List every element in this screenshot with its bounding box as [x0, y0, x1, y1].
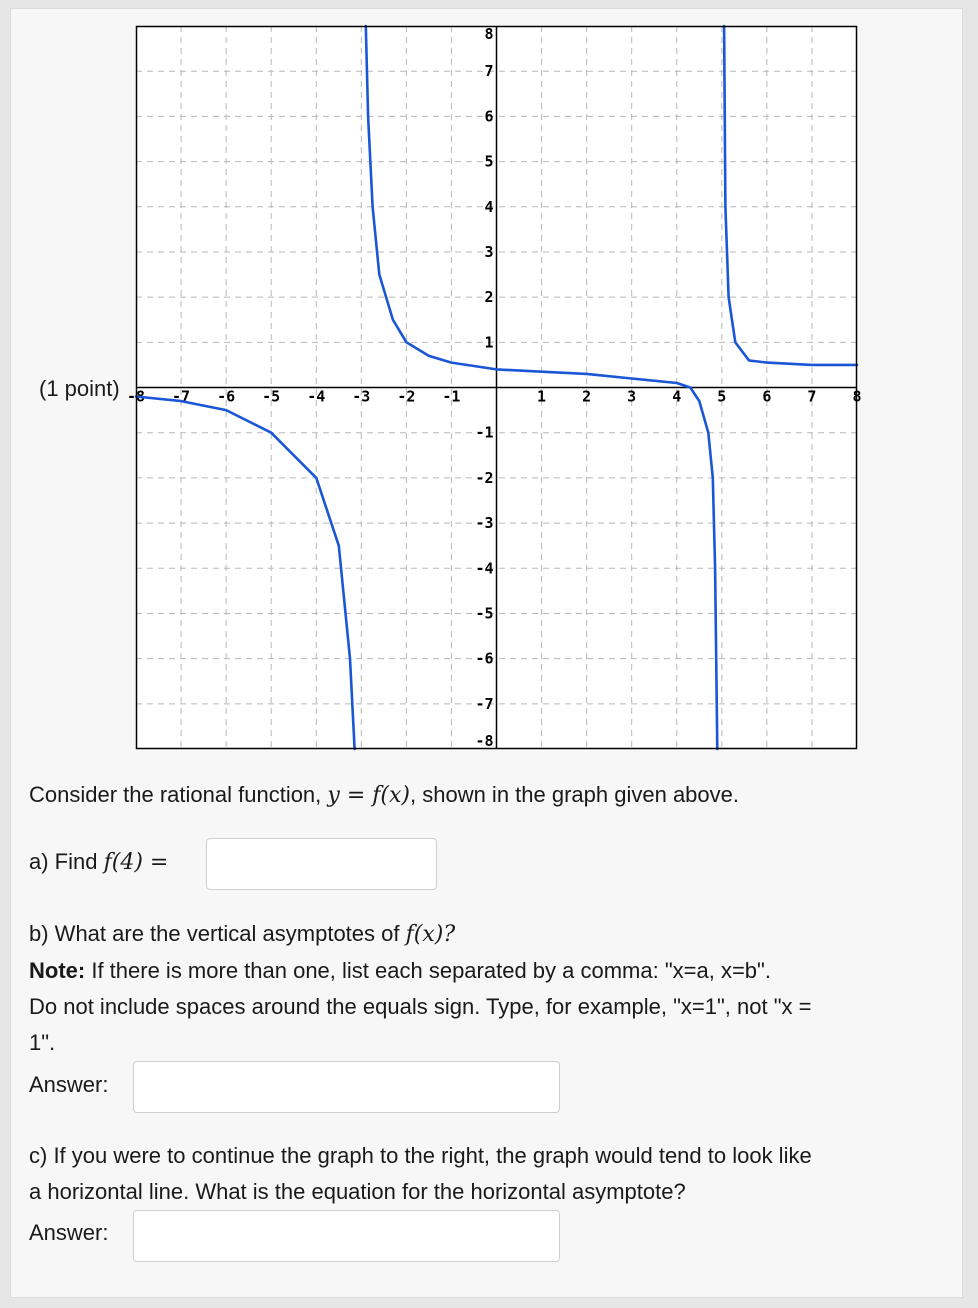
note-bold: Note: [29, 958, 86, 983]
x-tick-label: -1 [442, 387, 461, 406]
problem-card [10, 8, 963, 1298]
part-c-line-2: a horizontal line. What is the equation for the horizontal asymptote? [29, 1179, 686, 1204]
answer-label-c: Answer: [29, 1220, 109, 1245]
part-a-math: f(4) = [103, 850, 169, 875]
x-tick-label: 8 [852, 387, 862, 406]
x-tick-label: 4 [672, 387, 682, 406]
y-tick-label: -8 [475, 732, 494, 750]
x-tick-label: -7 [172, 387, 191, 406]
y-tick-label: -3 [475, 514, 494, 533]
answer-input-b[interactable] [133, 1061, 560, 1113]
part-a-question [29, 844, 168, 881]
x-tick-label: -4 [307, 387, 326, 406]
y-tick-label: 7 [484, 62, 494, 81]
note-line-2: Do not include spaces around the equals sign. Type, for example, "x=1", not "x = [29, 994, 812, 1019]
intro-before: Consider the rational function, [29, 782, 322, 807]
part-a-label: a) Find [29, 849, 98, 874]
x-tick-label: 6 [762, 387, 772, 406]
y-tick-label: -4 [475, 559, 494, 578]
x-tick-label: 3 [627, 387, 637, 406]
y-tick-label: 6 [484, 107, 494, 126]
y-tick-label: -6 [475, 649, 494, 668]
y-tick-label: -7 [475, 694, 494, 713]
y-tick-label: 5 [484, 152, 494, 171]
x-tick-label: 5 [717, 387, 727, 406]
note-line-1 [29, 953, 771, 989]
x-tick-label: 7 [807, 387, 817, 406]
x-tick-label: 2 [582, 387, 592, 406]
intro-text [29, 777, 739, 814]
x-tick-label: -3 [352, 387, 371, 406]
points-label: (1 point) [39, 376, 120, 401]
y-tick-label: 3 [484, 242, 494, 261]
note-line-3: 1". [29, 1030, 56, 1055]
intro-math: y = f(x) [327, 783, 410, 808]
intro-after: , shown in the graph given above. [410, 782, 740, 807]
x-tick-label: -6 [217, 387, 236, 406]
x-tick-label: 1 [537, 387, 547, 406]
y-tick-label: 2 [484, 288, 494, 307]
answer-input-a[interactable] [206, 838, 437, 890]
y-tick-label: 8 [484, 25, 494, 43]
x-tick-label: -2 [397, 387, 416, 406]
part-b-question [29, 916, 455, 953]
y-tick-label: 1 [484, 333, 494, 352]
y-tick-label: -2 [475, 468, 494, 487]
x-tick-label: -8 [126, 387, 146, 406]
part-b-text: b) What are the vertical asymptotes of [29, 921, 400, 946]
y-tick-label: 4 [484, 197, 494, 216]
answer-label-b: Answer: [29, 1072, 109, 1097]
x-tick-label: -5 [262, 387, 281, 406]
rational-function-graph [126, 25, 862, 750]
part-b-math: f(x)? [405, 922, 456, 947]
part-c-line-1: c) If you were to continue the graph to the right, the graph would tend to look like [29, 1143, 812, 1168]
y-tick-label: -1 [475, 423, 494, 442]
answer-input-c[interactable] [133, 1210, 560, 1262]
note-text-1: If there is more than one, list each separated by a comma: "x=a, x=b". [85, 958, 771, 983]
y-tick-label: -5 [475, 604, 494, 623]
